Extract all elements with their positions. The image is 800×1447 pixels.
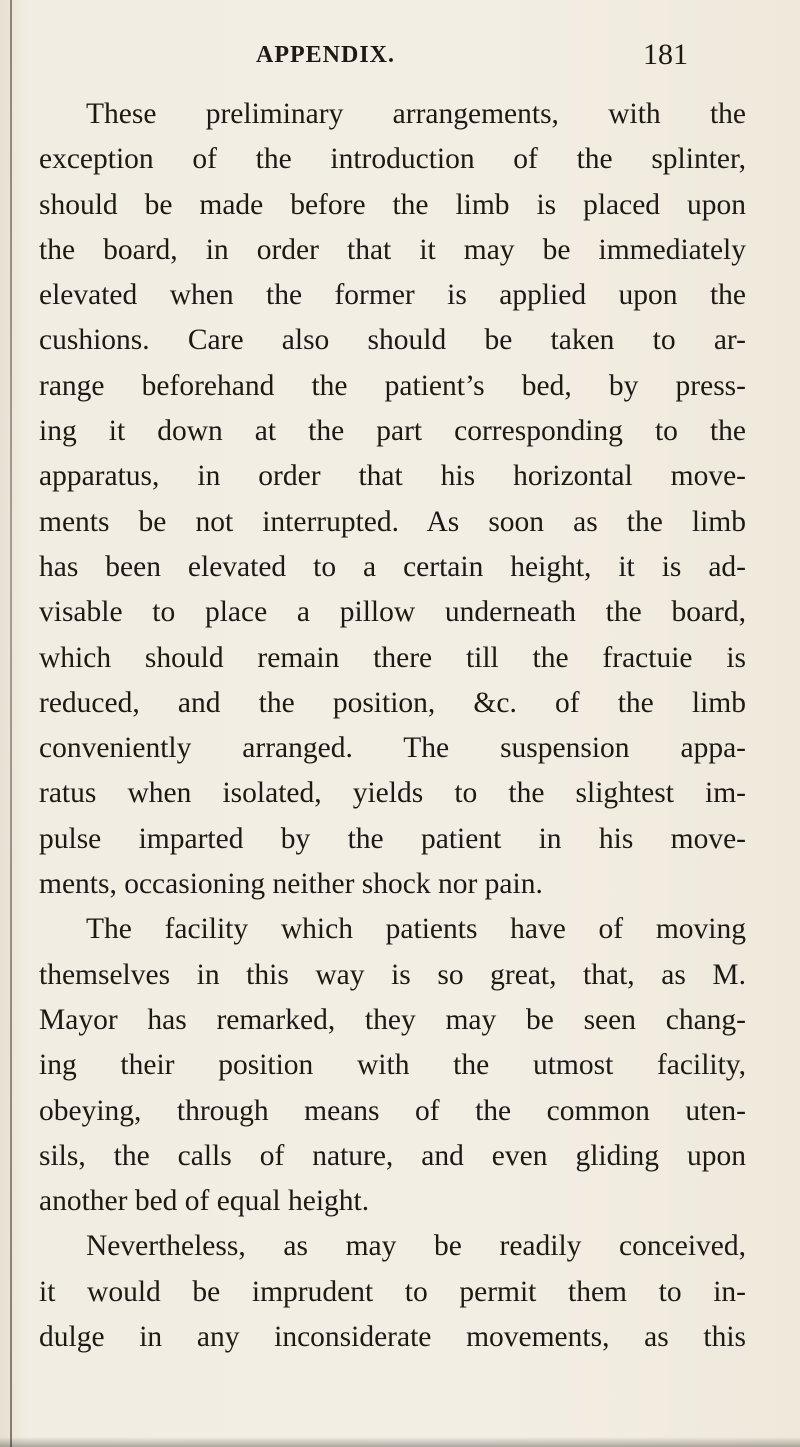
text-line: exception of the introduction of the splinter, bbox=[39, 143, 746, 176]
text-line: ratus when isolated, yields to the slightest im- bbox=[39, 777, 746, 810]
text-line: ments be not interrupted. As soon as the limb bbox=[39, 505, 746, 538]
gutter-line bbox=[10, 0, 12, 1447]
text-line: it would be imprudent to permit them to in- bbox=[39, 1275, 746, 1308]
text-line: which should remain there till the fractuie is bbox=[39, 641, 746, 674]
text-line: another bed of equal height. bbox=[39, 1185, 370, 1218]
text-line: These preliminary arrangements, with the bbox=[86, 98, 746, 130]
text-line: cushions. Care also should be taken to ar- bbox=[39, 324, 746, 357]
text-line: reduced, and the position, &c. of the limb bbox=[39, 686, 746, 719]
text-line: elevated when the former is applied upon the bbox=[39, 279, 746, 312]
text-line: has been elevated to a certain height, it is ad- bbox=[39, 550, 746, 583]
text-line: conveniently arranged. The suspension appa- bbox=[39, 732, 746, 765]
text-line: pulse imparted by the patient in his move- bbox=[39, 822, 746, 855]
page-bottom-edge bbox=[0, 1437, 800, 1447]
text-line: apparatus, in order that his horizontal move- bbox=[39, 460, 746, 493]
text-line: dulge in any inconsiderate movements, as this bbox=[39, 1321, 746, 1354]
text-line: Mayor has remarked, they may be seen chang- bbox=[39, 1003, 746, 1036]
text-line: The facility which patients have of moving bbox=[86, 913, 746, 946]
text-line: the board, in order that it may be immediately bbox=[39, 233, 746, 266]
running-head: APPENDIX. bbox=[256, 42, 395, 68]
text-line: themselves in this way is so great, that, as M. bbox=[39, 958, 746, 991]
text-line: obeying, through means of the common uten- bbox=[39, 1094, 746, 1127]
text-line: ing it down at the part corresponding to the bbox=[39, 415, 746, 448]
text-line: ments, occasioning neither shock nor pain. bbox=[39, 868, 543, 901]
text-line: range beforehand the patient’s bed, by press- bbox=[39, 369, 746, 402]
text-line: visable to place a pillow underneath the board, bbox=[39, 596, 746, 629]
body-text bbox=[39, 92, 746, 1360]
text-line: Nevertheless, as may be readily conceived, bbox=[86, 1230, 746, 1263]
page-header bbox=[0, 38, 800, 82]
page-number: 181 bbox=[643, 38, 688, 71]
text-line: ing their position with the utmost facility, bbox=[39, 1049, 746, 1082]
text-line: should be made before the limb is placed upon bbox=[39, 188, 746, 221]
text-line: sils, the calls of nature, and even gliding upon bbox=[39, 1139, 746, 1172]
